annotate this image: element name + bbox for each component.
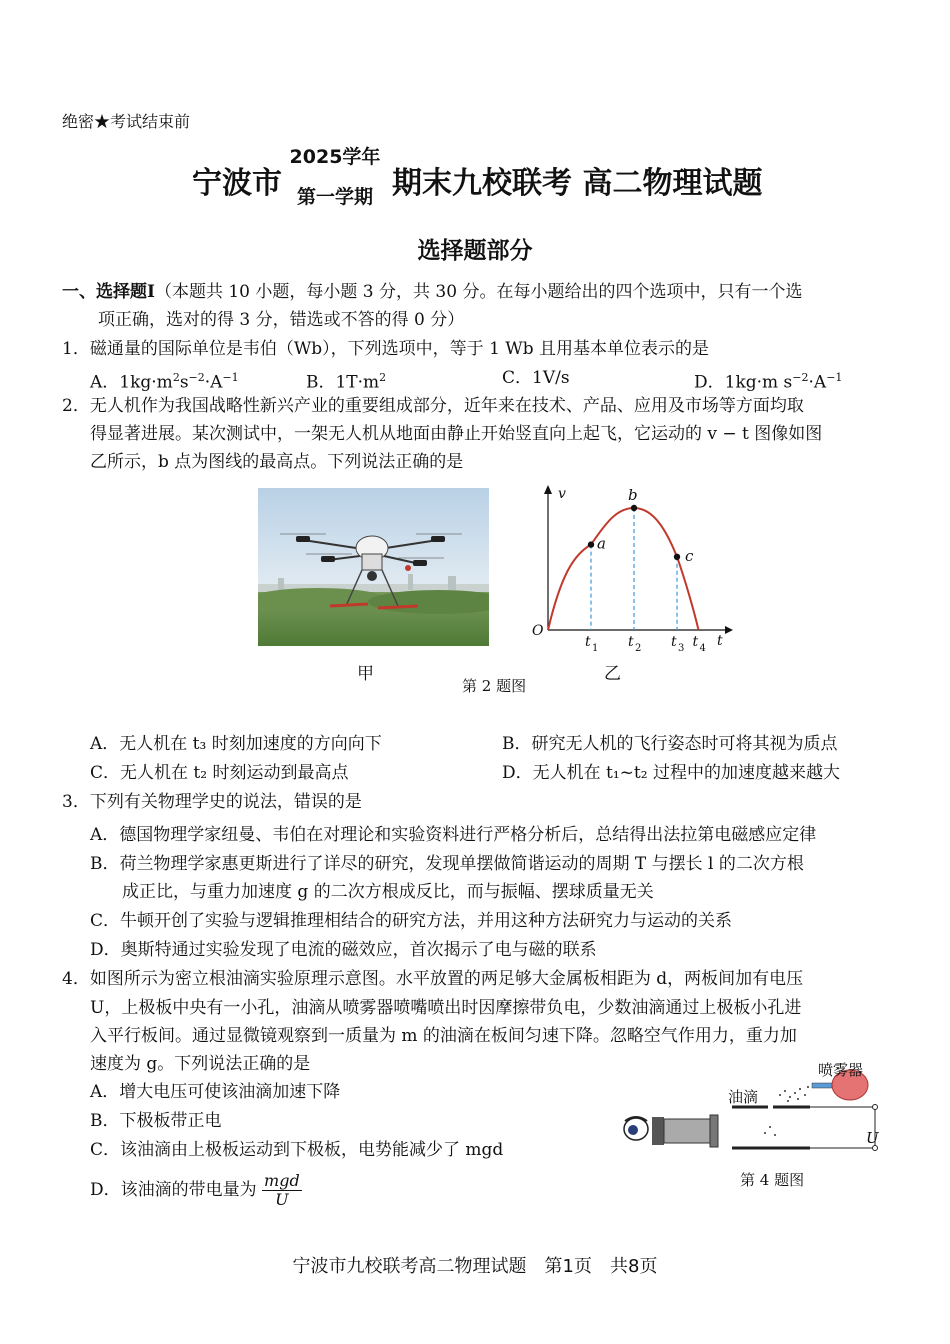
- q3-option-d: D．奥斯特通过实验发现了电流的磁效应，首次揭示了电与磁的联系: [90, 940, 597, 960]
- q4-stem-2: U，上极板中央有一小孔，油滴从喷雾器喷嘴喷出时因摩擦带负电，少数油滴通过上极板小孔进: [90, 998, 802, 1018]
- figure-label-yi: 乙: [604, 664, 621, 684]
- vt-curve: [548, 508, 699, 630]
- microscope: [652, 1115, 718, 1147]
- tick-label-t4: t: [692, 634, 699, 650]
- q3-option-b-2: 成正比，与重力加速度 g 的二次方根成反比，而与振幅、摆球质量无关: [122, 882, 654, 902]
- page-footer: 宁波市九校联考高二物理试题 第1页 共8页: [292, 1256, 658, 1277]
- vt-graph: [520, 480, 740, 660]
- tick-sub-t4: 4: [699, 643, 706, 654]
- figure-label-jia: 甲: [357, 664, 374, 684]
- drone-photo: [258, 488, 489, 646]
- oil-drop-label: 油滴: [728, 1088, 759, 1106]
- q1-option-a: A．$1kg\cdot m^2s^{-2}\cdot A^{-1}$: [90, 371, 239, 393]
- point-a: [588, 541, 594, 547]
- v-axis-label: v: [558, 486, 566, 502]
- q1-option-c: C．1V/s: [502, 368, 570, 388]
- section-desc-2: 项正确，选对的得 3 分，错选或不答的得 0 分）: [98, 310, 465, 330]
- q3-option-a: A．德国物理学家纽曼、韦伯在对理论和实验资料进行严格分析后，总结得出法拉第电磁感应定律: [90, 825, 817, 845]
- voltage-label: U: [866, 1129, 879, 1147]
- q2-option-d: D．无人机在 t₁~t₂ 过程中的加速度越来越大: [502, 763, 840, 783]
- q3-option-b-1: B．荷兰物理学家惠更斯进行了详尽的研究，发现单摆做简谐运动的周期 T 与摆长 l 的二次方根: [90, 854, 804, 874]
- tick-sub-t2: 2: [635, 643, 642, 654]
- q1-stem: 1．磁通量的国际单位是韦伯（Wb），下列选项中，等于 1 Wb 且用基本单位表示的是: [62, 339, 710, 359]
- title-city: 宁波市: [192, 166, 282, 201]
- section-header: [62, 278, 802, 306]
- eye-icon: [624, 1117, 648, 1140]
- q4-option-a: A．增大电压可使该油滴加速下降: [90, 1082, 341, 1102]
- q1-option-d: D．1kg·m $s^{-2}\cdot A^{-1}$: [694, 371, 843, 393]
- q4-option-b: B．下极板带正电: [90, 1111, 222, 1131]
- q4-option-c: C．该油滴由上极板运动到下极板，电势能减少了 mgd: [90, 1140, 504, 1160]
- q1-option-b: B．$1T\cdot m^2$: [306, 371, 387, 393]
- t-axis-arrow: [725, 626, 733, 634]
- point-b: [631, 505, 637, 511]
- point-label-a: a: [597, 534, 606, 553]
- origin-label: O: [532, 623, 544, 639]
- q2-figure-caption: 第 2 题图: [462, 677, 527, 695]
- sprayer-label: 喷雾器: [818, 1061, 864, 1079]
- v-axis-arrow: [544, 485, 552, 494]
- q2-stem-1: 2．无人机作为我国战略性新兴产业的重要组成部分，近年来在技术、产品、应用及市场等方面均取: [62, 396, 804, 416]
- oil-droplets: [764, 1086, 809, 1136]
- q4-stem-1: 4．如图所示为密立根油滴实验原理示意图。水平放置的两足够大金属板相距为 d，两板间加有电压: [62, 969, 804, 989]
- confidential-label: 绝密★考试结束前: [62, 112, 191, 131]
- point-label-c: c: [685, 546, 694, 565]
- q4-figure-caption: 第 4 题图: [740, 1171, 805, 1189]
- q4-stem-3: 入平行板间。通过显微镜观察到一质量为 m 的油滴在板间匀速下降。忽略空气作用力，重力加: [90, 1026, 797, 1046]
- tick-label-t3: t: [671, 634, 677, 650]
- section-subtitle: 选择题部分: [417, 237, 533, 264]
- tick-label-t2: t: [628, 634, 634, 650]
- charge-fraction: $\frac{\text{mgd}}{U}$: [264, 1171, 300, 1209]
- q2-option-c: C．无人机在 t₂ 时刻运动到最高点: [90, 763, 349, 783]
- q4-stem-4: 速度为 g。下列说法正确的是: [90, 1054, 311, 1074]
- title-year: 2025学年: [289, 146, 381, 168]
- q2-option-b: B．研究无人机的飞行姿态时可将其视为质点: [502, 734, 838, 754]
- q3-stem: 3．下列有关物理学史的说法，错误的是: [62, 792, 362, 812]
- tick-sub-t3: 3: [678, 643, 685, 654]
- section-desc-1: （本题共 10 小题，每小题 3 分，共 30 分。在每小题给出的四个选项中，只有一个选: [154, 282, 803, 302]
- q4-option-d: D．该油滴的带电量为 $\frac{\text{mgd}}{U}$: [90, 1171, 300, 1209]
- tick-sub-t1: 1: [592, 643, 599, 654]
- title-term: 第一学期: [296, 186, 373, 208]
- q2-stem-2: 得显著进展。某次测试中，一架无人机从地面由静止开始竖直向上起飞，它运动的 v − t 图像如图: [90, 424, 823, 444]
- section-label: 一、选择题Ⅰ: [62, 282, 155, 302]
- q2-option-a: A．无人机在 t₃ 时刻加速度的方向向下: [90, 734, 382, 754]
- t-axis-label: t: [717, 633, 723, 649]
- q2-stem-3: 乙所示，b 点为图线的最高点。下列说法正确的是: [90, 452, 464, 472]
- point-c: [674, 554, 680, 560]
- q3-option-c: C．牛顿开创了实验与逻辑推理相结合的研究方法，并用这种方法研究力与运动的关系: [90, 911, 733, 931]
- title-main: 期末九校联考 高二物理试题: [392, 166, 763, 201]
- tick-label-t1: t: [585, 634, 591, 650]
- point-label-b: b: [628, 486, 638, 504]
